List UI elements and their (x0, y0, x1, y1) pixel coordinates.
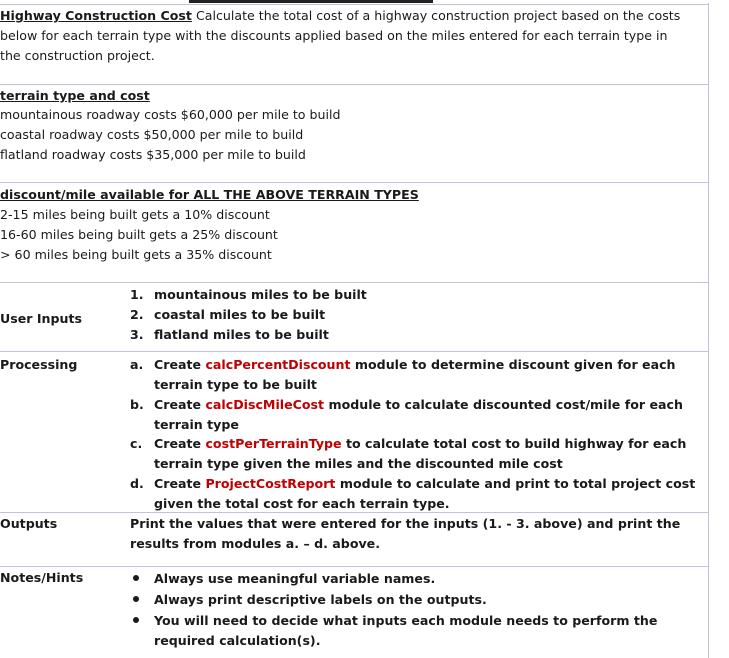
terrain-heading: terrain type and cost (0, 88, 150, 103)
terrain-line: coastal roadway costs $50,000 per mile to build (0, 127, 304, 142)
input-marker: 1. (130, 287, 144, 302)
row-divider (0, 566, 709, 567)
terrain-line: flatland roadway costs $35,000 per mile to build (0, 147, 306, 162)
outputs-text: Print the values that were entered for the inputs (1. - 3. above) and print the results from modules a. – d. above. (130, 516, 681, 551)
note-text: You will need to decide what inputs each module needs to perform the required calculation(s). (154, 613, 658, 648)
bullet-icon (130, 569, 154, 589)
processing-text: Create calcDiscMileCost module to calculate discounted cost/mile for each terrain type (154, 397, 683, 432)
row-divider (0, 182, 709, 183)
module-name: costPerTerrainType (205, 436, 342, 451)
note-text: Always print descriptive labels on the outputs. (154, 592, 487, 607)
row-divider (0, 4, 709, 5)
note-text: Always use meaningful variable names. (154, 571, 436, 586)
terrain-line: mountainous roadway costs $60,000 per mile to build (0, 107, 341, 122)
bullet-icon (130, 611, 154, 631)
processing-marker: d. (130, 476, 144, 491)
module-name: calcDiscMileCost (205, 397, 325, 412)
intro-line-2: below for each terrain type with the discounts applied based on the miles entered for each terrain type in (0, 28, 668, 43)
notes-label: Notes/Hints (0, 570, 84, 585)
processing-marker: b. (130, 397, 144, 412)
top-edge-bar (189, 0, 433, 3)
discount-line: 2-15 miles being built gets a 10% discount (0, 207, 270, 222)
discount-line: > 60 miles being built gets a 35% discount (0, 247, 272, 262)
processing-text: Create calcPercentDiscount module to determine discount given for each terrain type to be built (154, 357, 676, 392)
row-divider (0, 351, 709, 352)
user-inputs-label: User Inputs (0, 311, 83, 326)
outputs-label: Outputs (0, 516, 58, 531)
row-divider (0, 282, 709, 283)
processing-marker: c. (130, 436, 143, 451)
input-text: coastal miles to be built (154, 307, 326, 322)
processing-text: Create ProjectCostReport module to calculate and print to total project cost given the total cost for each terrain type. (154, 476, 696, 511)
input-text: mountainous miles to be built (154, 287, 367, 302)
intro-line-3: the construction project. (0, 48, 155, 63)
intro-line-1 (0, 6, 680, 26)
module-name: calcPercentDiscount (205, 357, 351, 372)
processing-marker: a. (130, 357, 144, 372)
discount-line: 16-60 miles being built gets a 25% discount (0, 227, 278, 242)
bullet-icon (130, 590, 154, 610)
input-marker: 3. (130, 327, 144, 342)
module-name: ProjectCostReport (205, 476, 336, 491)
row-divider (0, 512, 709, 513)
processing-label: Processing (0, 357, 78, 372)
processing-text: Create costPerTerrainType to calculate total cost to build highway for each terrain type given the miles and the discounted mile cost (154, 436, 687, 471)
intro-title: Highway Construction Cost (0, 8, 192, 23)
intro-text: Calculate the total cost of a highway construction project based on the costs (195, 8, 681, 23)
input-marker: 2. (130, 307, 144, 322)
discount-heading: discount/mile available for ALL THE ABOVE TERRAIN TYPES (0, 187, 419, 202)
row-divider (0, 84, 709, 85)
input-text: flatland miles to be built (154, 327, 329, 342)
